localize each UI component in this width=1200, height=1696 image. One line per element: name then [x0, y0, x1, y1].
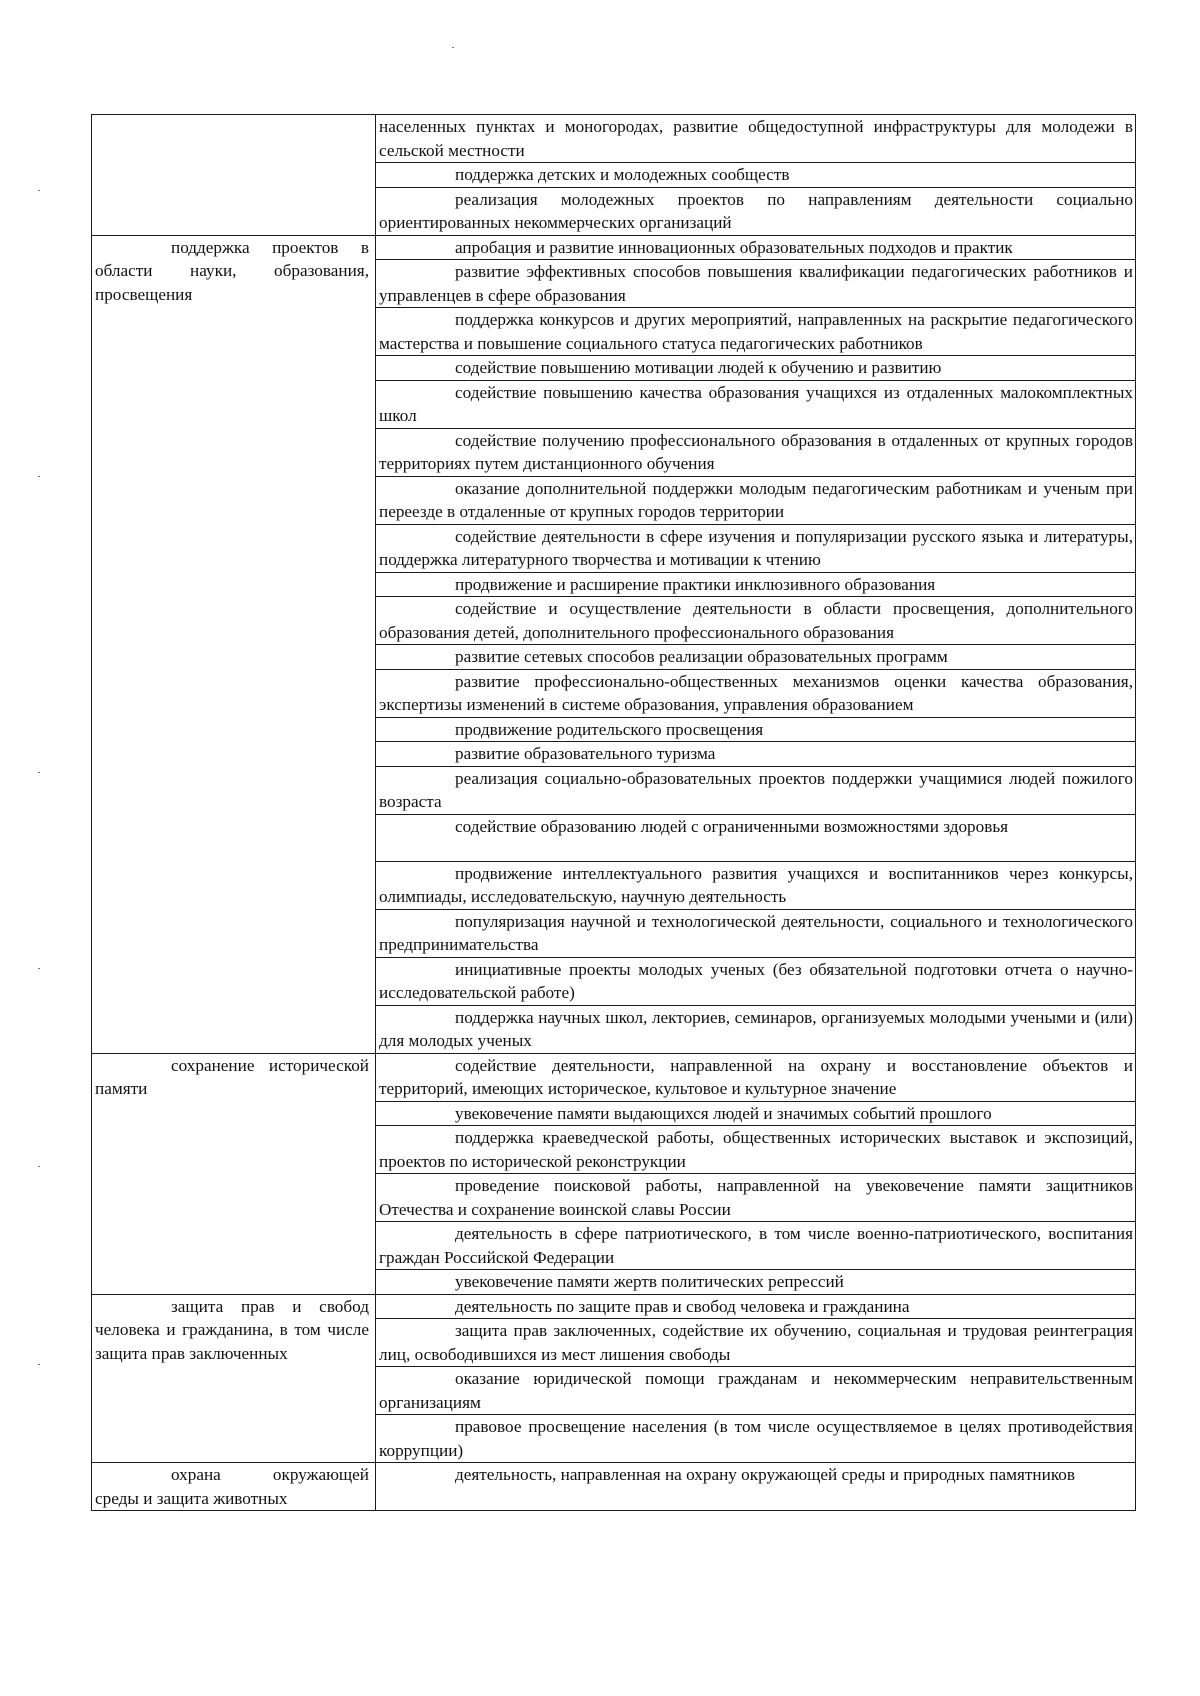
item-text: реализация социально-образовательных проектов поддержки учащимися людей пожилого возраста	[379, 768, 1133, 811]
item-cell	[376, 1319, 1136, 1367]
item-text: инициативные проекты молодых ученых (без обязательной подготовки отчета о научно-исследовательской работе)	[379, 959, 1133, 1002]
item-cell	[376, 669, 1136, 717]
item-text: поддержка научных школ, лекториев, семинаров, организуемых молодыми учеными и (или) для молодых ученых	[379, 1007, 1133, 1050]
table-row	[92, 115, 1136, 163]
item-cell	[376, 380, 1136, 428]
item-cell	[376, 1174, 1136, 1222]
table-row	[92, 1053, 1136, 1101]
item-cell	[376, 428, 1136, 476]
area-cell	[92, 115, 376, 236]
table-body	[92, 115, 1136, 1511]
item-cell	[376, 597, 1136, 645]
item-cell	[376, 1222, 1136, 1270]
item-cell	[376, 1005, 1136, 1053]
item-text: продвижение интеллектуального развития учащихся и воспитанников через конкурсы, олимпиады, исследовательскую, научную деятельность	[379, 863, 1133, 906]
table-row	[92, 1463, 1136, 1511]
item-cell	[376, 645, 1136, 670]
item-cell	[376, 766, 1136, 814]
item-cell	[376, 235, 1136, 260]
item-cell	[376, 909, 1136, 957]
item-cell	[376, 1294, 1136, 1319]
item-text: популяризация научной и технологической деятельности, социального и технологического предпринимательства	[379, 911, 1133, 954]
item-text: деятельность в сфере патриотического, в том числе военно-патриотического, воспитания граждан Российской Федерации	[379, 1224, 1133, 1267]
item-cell	[376, 957, 1136, 1005]
item-cell	[376, 356, 1136, 381]
item-text: оказание дополнительной поддержки молодым педагогическим работникам и ученым при переезде в отдаленные от крупных городов территории	[379, 478, 1133, 521]
item-text: содействие и осуществление деятельности в области просвещения, дополнительного образования детей, дополнительного профессионального образования	[379, 599, 1133, 642]
item-text: развитие эффективных способов повышения квалификации педагогических работников и управленцев в сфере образования	[379, 262, 1133, 305]
item-text: развитие сетевых способов реализации образовательных программ	[455, 647, 948, 666]
item-text: содействие получению профессионального образования в отдаленных от крупных городов территориях путем дистанционного обучения	[379, 430, 1133, 473]
item-text: продвижение родительского просвещения	[455, 719, 764, 739]
item-text: содействие деятельности, направленной на охрану и восстановление объектов и территорий, имеющих историческое, культовое и культурное значение	[379, 1055, 1133, 1098]
item-text: содействие образованию людей с ограниченными возможностями здоровья	[455, 816, 1009, 836]
item-text: содействие повышению качества образования учащихся из отдаленных малокомплектных школ	[379, 382, 1133, 425]
area-cell	[92, 1294, 376, 1463]
area-cell	[92, 1463, 376, 1511]
item-cell	[376, 115, 1136, 163]
item-text: правовое просвещение населения (в том числе осуществляемое в целях противодействия коррупции)	[379, 1417, 1133, 1460]
item-text: развитие образовательного туризма	[455, 744, 716, 763]
item-cell	[376, 476, 1136, 524]
scan-speck	[452, 47, 454, 48]
item-cell	[376, 717, 1136, 742]
scan-speck	[38, 772, 40, 773]
item-text: апробация и развитие инновационных образовательных подходов и практик	[455, 237, 1013, 257]
item-cell	[376, 814, 1136, 861]
item-text: содействие повышению мотивации людей к обучению и развитию	[455, 358, 942, 377]
item-text: проведение поисковой работы, направленной на увековечение памяти защитников Отечества и сохранение воинской славы России	[379, 1176, 1133, 1219]
item-cell	[376, 308, 1136, 356]
grant-directions-table	[91, 114, 1136, 1511]
table-row	[92, 1294, 1136, 1319]
item-cell	[376, 524, 1136, 572]
item-cell	[376, 742, 1136, 767]
item-text: увековечение памяти выдающихся людей и значимых событий прошлого	[455, 1103, 992, 1123]
item-text: оказание юридической помощи гражданам и некоммерческим неправительственным организациям	[379, 1369, 1133, 1412]
item-cell	[376, 572, 1136, 597]
area-cell	[92, 1053, 376, 1294]
item-cell	[376, 861, 1136, 909]
area-cell	[92, 235, 376, 1053]
item-cell	[376, 187, 1136, 235]
item-cell	[376, 1367, 1136, 1415]
scan-speck	[38, 476, 40, 477]
area-label: сохранение исторической памяти	[95, 1055, 369, 1098]
item-text: поддержка детских и молодежных сообществ	[455, 165, 790, 184]
item-cell	[376, 260, 1136, 308]
item-text: поддержка конкурсов и других мероприятий, направленных на раскрытие педагогического мастерства и повышение социального статуса педагогических работников	[379, 310, 1133, 353]
area-label: поддержка проектов в области науки, образования, просвещения	[95, 237, 369, 304]
item-text: увековечение памяти жертв политических репрессий	[455, 1272, 844, 1291]
item-text: деятельность, направленная на охрану окружающей среды и природных памятников	[455, 1465, 1076, 1484]
item-text: реализация молодежных проектов по направлениям деятельности социально ориентированных некоммерческих организаций	[379, 189, 1133, 232]
item-cell	[376, 1101, 1136, 1126]
area-label: охрана окружающей среды и защита животных	[95, 1465, 369, 1508]
item-text: продвижение и расширение практики инклюзивного образования	[455, 574, 936, 594]
item-cell	[376, 1053, 1136, 1101]
item-text: защита прав заключенных, содействие их обучению, социальная и трудовая реинтеграция лиц, освободившихся из мест лишения свободы	[379, 1321, 1133, 1364]
item-cell	[376, 1415, 1136, 1463]
scan-speck	[38, 190, 40, 191]
scan-speck	[38, 968, 40, 969]
item-cell	[376, 163, 1136, 188]
item-text: поддержка краеведческой работы, общественных исторических выставок и экспозиций, проектов по исторической реконструкции	[379, 1128, 1133, 1171]
item-text: развитие профессионально-общественных механизмов оценки качества образования, экспертизы изменений в системе образования, управления образованием	[379, 671, 1133, 714]
item-cell	[376, 1126, 1136, 1174]
item-cell	[376, 1270, 1136, 1295]
scan-speck	[38, 1364, 40, 1365]
table-row	[92, 235, 1136, 260]
item-cell	[376, 1463, 1136, 1511]
scan-speck	[38, 1166, 40, 1167]
item-text: деятельность по защите прав и свобод человека и гражданина	[455, 1296, 910, 1316]
item-text: населенных пунктах и моногородах, развитие общедоступной инфраструктуры для молодежи в сельской местности	[379, 117, 1133, 160]
item-text: содействие деятельности в сфере изучения и популяризации русского языка и литературы, поддержка литературного творчества и мотивации к чтению	[379, 526, 1133, 569]
area-label: защита прав и свобод человека и гражданина, в том числе защита прав заключенных	[95, 1296, 369, 1363]
